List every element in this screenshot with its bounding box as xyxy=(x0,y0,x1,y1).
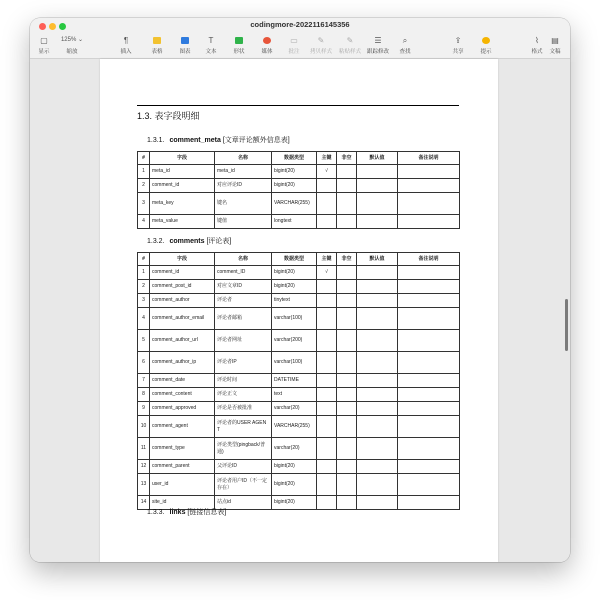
table-cell[interactable] xyxy=(398,352,460,374)
table-cell[interactable] xyxy=(357,179,398,193)
toolbar-button-label: 缩放 xyxy=(66,49,78,55)
table-cell[interactable] xyxy=(357,330,398,352)
table-cell[interactable] xyxy=(357,294,398,308)
table-cell[interactable]: 9 xyxy=(138,402,150,416)
column-header[interactable]: 非空 xyxy=(337,253,357,266)
table-cell[interactable]: comment_ID xyxy=(215,266,272,280)
toolbar-文稿-button[interactable] xyxy=(538,35,570,55)
table-cell[interactable] xyxy=(357,308,398,330)
comment-meta-table[interactable] xyxy=(137,151,460,229)
table-cell[interactable] xyxy=(398,402,460,416)
table-cell[interactable]: 1 xyxy=(138,165,150,179)
table-cell[interactable]: text xyxy=(272,388,317,402)
window-title: codingmore-2022116145356 xyxy=(250,20,350,29)
table-cell[interactable] xyxy=(317,474,337,496)
table-cell[interactable] xyxy=(357,352,398,374)
table-cell[interactable] xyxy=(398,179,460,193)
table-row[interactable] xyxy=(138,193,460,215)
subsection-name: links xyxy=(169,509,186,516)
column-header[interactable]: 默认值 xyxy=(357,253,398,266)
table-cell[interactable]: 2 xyxy=(138,280,150,294)
table-cell[interactable] xyxy=(398,193,460,215)
table-header-row xyxy=(138,253,460,266)
column-header[interactable]: 非空 xyxy=(337,152,357,165)
table-cell[interactable]: 父评论ID xyxy=(215,460,272,474)
subsection-heading-comments xyxy=(147,236,231,246)
table-cell[interactable] xyxy=(337,474,357,496)
table-cell[interactable] xyxy=(337,416,357,438)
table-row[interactable] xyxy=(138,388,460,402)
table-cell[interactable] xyxy=(357,193,398,215)
toolbar-button-label: 拷贝样式 xyxy=(309,49,332,55)
table-row[interactable] xyxy=(138,294,460,308)
table-cell[interactable]: bigint(20) xyxy=(272,266,317,280)
table-cell[interactable] xyxy=(337,388,357,402)
table-cell[interactable] xyxy=(337,330,357,352)
format-brush-icon: ⌇ xyxy=(535,36,539,45)
table-cell[interactable]: 评论正文 xyxy=(215,388,272,402)
table-cell[interactable]: 评论类型(pingback/普通) xyxy=(215,438,272,460)
table-cell[interactable]: comment_content xyxy=(150,388,215,402)
toolbar-button-label: 粘贴样式 xyxy=(338,49,361,55)
subsection-number: 1.3.3. xyxy=(147,509,165,516)
table-cell[interactable]: 评论是否被批准 xyxy=(215,402,272,416)
table-cell[interactable]: 11 xyxy=(138,438,150,460)
subsection-heading-links xyxy=(147,507,226,517)
table-cell[interactable] xyxy=(398,374,460,388)
table-cell[interactable]: 评论者邮箱 xyxy=(215,308,272,330)
table-cell[interactable]: comment_author_ip xyxy=(150,352,215,374)
table-cell[interactable] xyxy=(317,374,337,388)
table-cell[interactable]: tinytext xyxy=(272,294,317,308)
table-row[interactable] xyxy=(138,165,460,179)
table-row[interactable] xyxy=(138,266,460,280)
zoom-value: 125% ⌄ xyxy=(60,37,84,43)
table-cell[interactable] xyxy=(398,215,460,229)
table-cell[interactable] xyxy=(357,280,398,294)
table-cell[interactable]: 评论者用户ID（不一定存在） xyxy=(215,474,272,496)
column-header[interactable]: 主键 xyxy=(317,152,337,165)
table-row[interactable] xyxy=(138,352,460,374)
text-icon: T xyxy=(208,36,214,45)
table-cell[interactable]: comment_id xyxy=(150,179,215,193)
table-cell[interactable] xyxy=(337,496,357,510)
table-row[interactable] xyxy=(138,416,460,438)
table-cell[interactable] xyxy=(357,388,398,402)
table-cell[interactable] xyxy=(357,215,398,229)
toolbar-button-label: 查找 xyxy=(399,49,411,55)
toolbar-button-label: 形状 xyxy=(233,49,245,55)
table-cell[interactable]: 对应评论ID xyxy=(215,179,272,193)
table-cell[interactable]: 5 xyxy=(138,330,150,352)
toolbar-插入-button[interactable] xyxy=(109,35,143,55)
table-cell[interactable] xyxy=(357,266,398,280)
table-cell[interactable]: bigint(20) xyxy=(272,179,317,193)
subsection-name: comments xyxy=(169,238,205,245)
table-row[interactable] xyxy=(138,474,460,496)
toolbar-查找-button[interactable] xyxy=(388,35,422,55)
table-row[interactable] xyxy=(138,330,460,352)
table-cell[interactable] xyxy=(357,402,398,416)
table-cell[interactable]: comment_agent xyxy=(150,416,215,438)
toolbar-button-label: 表格 xyxy=(151,49,163,55)
table-cell[interactable] xyxy=(337,308,357,330)
table-cell[interactable] xyxy=(337,294,357,308)
toolbar-提示-button[interactable] xyxy=(469,35,503,55)
document-page[interactable] xyxy=(100,59,498,562)
table-cell[interactable] xyxy=(357,416,398,438)
toolbar-button-label: 文本 xyxy=(205,49,217,55)
column-header[interactable]: 备注说明 xyxy=(398,152,460,165)
table-cell[interactable]: 7 xyxy=(138,374,150,388)
table-cell[interactable]: 对应文章ID xyxy=(215,280,272,294)
column-header[interactable]: 备注说明 xyxy=(398,253,460,266)
column-header[interactable]: # xyxy=(138,152,150,165)
table-cell[interactable]: 2 xyxy=(138,179,150,193)
table-cell[interactable] xyxy=(337,280,357,294)
toolbar-button-label: 共享 xyxy=(452,49,464,55)
table-cell[interactable]: 6 xyxy=(138,352,150,374)
subsection-number: 1.3.1. xyxy=(147,137,165,144)
table-cell[interactable]: VARCHAR(255) xyxy=(272,416,317,438)
table-cell[interactable] xyxy=(398,266,460,280)
table-cell[interactable] xyxy=(337,215,357,229)
table-cell[interactable] xyxy=(398,496,460,510)
table-cell[interactable] xyxy=(398,388,460,402)
table-cell[interactable] xyxy=(337,438,357,460)
brush-paste-icon: ✎ xyxy=(346,36,354,45)
table-cell[interactable] xyxy=(398,474,460,496)
column-header[interactable]: 默认值 xyxy=(357,152,398,165)
table-cell[interactable] xyxy=(398,416,460,438)
table-cell[interactable]: site_id xyxy=(150,496,215,510)
table-cell[interactable]: bigint(20) xyxy=(272,165,317,179)
table-cell[interactable] xyxy=(337,460,357,474)
table-cell[interactable] xyxy=(357,374,398,388)
table-cell[interactable] xyxy=(357,460,398,474)
document-icon: ▤ xyxy=(551,36,559,45)
table-cell[interactable] xyxy=(317,388,337,402)
table-cell[interactable]: comment_post_id xyxy=(150,280,215,294)
subsection-desc: [文章评论额外信息表] xyxy=(222,137,290,144)
table-row[interactable] xyxy=(138,215,460,229)
subsection-desc: [评论表] xyxy=(206,238,232,245)
table-cell[interactable]: VARCHAR(255) xyxy=(272,193,317,215)
comment-icon: ▭ xyxy=(290,36,298,45)
table-cell[interactable]: 评论者 xyxy=(215,294,272,308)
toolbar-button-label: 插入 xyxy=(120,49,132,55)
table-cell[interactable]: varchar(20) xyxy=(272,438,317,460)
table-cell[interactable]: meta_id xyxy=(150,165,215,179)
table-cell[interactable]: comment_approved xyxy=(150,402,215,416)
table-cell[interactable] xyxy=(337,179,357,193)
table-cell[interactable]: bigint(20) xyxy=(272,280,317,294)
table-cell[interactable]: 站点id xyxy=(215,496,272,510)
table-cell[interactable]: varchar(200) xyxy=(272,330,317,352)
toolbar-button-label: 显示 xyxy=(38,49,50,55)
table-cell[interactable]: bigint(20) xyxy=(272,474,317,496)
toolbar-button-label: 跟踪修改 xyxy=(366,49,389,55)
table-cell[interactable]: 键值 xyxy=(215,215,272,229)
table-cell[interactable] xyxy=(337,352,357,374)
sidebar-icon: ▢ xyxy=(40,36,48,45)
table-cell[interactable] xyxy=(317,215,337,229)
table-cell[interactable]: user_id xyxy=(150,474,215,496)
table-cell[interactable]: comment_date xyxy=(150,374,215,388)
table-cell[interactable] xyxy=(398,165,460,179)
table-cell[interactable]: comment_author_email xyxy=(150,308,215,330)
table-cell[interactable]: 评论者IP xyxy=(215,352,272,374)
track-changes-icon: ☰ xyxy=(374,36,382,45)
column-header[interactable]: 字段 xyxy=(150,152,215,165)
share-icon: ⇪ xyxy=(454,36,462,45)
table-cell[interactable] xyxy=(317,179,337,193)
document-canvas[interactable] xyxy=(30,59,570,562)
table-cell[interactable]: 13 xyxy=(138,474,150,496)
pages-window xyxy=(30,18,570,562)
toolbar xyxy=(30,18,570,59)
toolbar-button-label: 媒体 xyxy=(261,49,273,55)
table-cell[interactable]: varchar(100) xyxy=(272,352,317,374)
column-header[interactable]: 数据类型 xyxy=(272,152,317,165)
table-cell[interactable] xyxy=(317,496,337,510)
table-cell[interactable] xyxy=(398,308,460,330)
column-header[interactable]: 名称 xyxy=(215,253,272,266)
table-cell[interactable] xyxy=(337,374,357,388)
table-cell[interactable] xyxy=(317,416,337,438)
table-cell[interactable] xyxy=(317,438,337,460)
table-cell[interactable]: 1 xyxy=(138,266,150,280)
column-header[interactable]: 主键 xyxy=(317,253,337,266)
table-cell[interactable]: meta_key xyxy=(150,193,215,215)
table-cell[interactable]: 3 xyxy=(138,193,150,215)
table-cell[interactable]: 3 xyxy=(138,294,150,308)
table-cell[interactable] xyxy=(398,460,460,474)
comments-table[interactable] xyxy=(137,252,460,510)
table-row[interactable] xyxy=(138,308,460,330)
table-cell[interactable] xyxy=(357,165,398,179)
table-cell[interactable]: comment_author xyxy=(150,294,215,308)
table-cell[interactable]: varchar(20) xyxy=(272,402,317,416)
table-cell[interactable]: 8 xyxy=(138,388,150,402)
toolbar-button-label: 提示 xyxy=(480,49,492,55)
table-cell[interactable] xyxy=(357,438,398,460)
column-header[interactable]: 名称 xyxy=(215,152,272,165)
table-cell[interactable] xyxy=(398,330,460,352)
table-cell[interactable] xyxy=(337,165,357,179)
subsection-heading-comment-meta xyxy=(147,135,290,145)
tips-icon xyxy=(469,35,503,46)
table-cell[interactable]: 评论者的USER AGENT xyxy=(215,416,272,438)
table-row[interactable] xyxy=(138,402,460,416)
table-cell[interactable]: 14 xyxy=(138,496,150,510)
table-header-row xyxy=(138,152,460,165)
table-cell[interactable]: 评论时间 xyxy=(215,374,272,388)
subsection-number: 1.3.2. xyxy=(147,238,165,245)
table-cell[interactable] xyxy=(317,193,337,215)
table-cell[interactable]: varchar(100) xyxy=(272,308,317,330)
table-cell[interactable] xyxy=(357,474,398,496)
table-cell[interactable] xyxy=(317,352,337,374)
table-cell[interactable] xyxy=(398,294,460,308)
subsection-desc: [链接信息表] xyxy=(187,509,227,516)
table-row[interactable] xyxy=(138,280,460,294)
table-cell[interactable]: bigint(20) xyxy=(272,460,317,474)
table-cell[interactable]: √ xyxy=(317,266,337,280)
table-cell[interactable] xyxy=(398,280,460,294)
table-cell[interactable]: comment_id xyxy=(150,266,215,280)
table-cell[interactable] xyxy=(337,402,357,416)
search-icon: ⌕ xyxy=(402,36,408,45)
table-cell[interactable]: DATETIME xyxy=(272,374,317,388)
table-cell[interactable]: 12 xyxy=(138,460,150,474)
table-row[interactable] xyxy=(138,460,460,474)
subsection-name: comment_meta xyxy=(169,137,221,144)
table-cell[interactable]: 评论者网址 xyxy=(215,330,272,352)
table-cell[interactable] xyxy=(398,438,460,460)
paragraph-icon: ¶ xyxy=(123,36,129,45)
table-cell[interactable]: meta_id xyxy=(215,165,272,179)
table-cell[interactable] xyxy=(357,496,398,510)
vertical-scrollbar[interactable] xyxy=(565,299,568,351)
table-cell[interactable]: 10 xyxy=(138,416,150,438)
table-row[interactable] xyxy=(138,438,460,460)
section-heading: 1.3. 表字段明细 xyxy=(137,105,459,122)
table-cell[interactable] xyxy=(317,330,337,352)
table-row[interactable] xyxy=(138,179,460,193)
toolbar-button-label: 图表 xyxy=(179,49,191,55)
table-cell[interactable] xyxy=(337,193,357,215)
table-cell[interactable] xyxy=(317,460,337,474)
table-cell[interactable]: meta_value xyxy=(150,215,215,229)
toolbar-button-label: 文稿 xyxy=(549,49,561,55)
table-cell[interactable] xyxy=(317,308,337,330)
table-row[interactable] xyxy=(138,374,460,388)
column-header[interactable]: 字段 xyxy=(150,253,215,266)
table-cell[interactable]: comment_type xyxy=(150,438,215,460)
table-cell[interactable]: bigint(20) xyxy=(272,496,317,510)
table-cell[interactable]: comment_author_url xyxy=(150,330,215,352)
table-cell[interactable]: comment_parent xyxy=(150,460,215,474)
toolbar-button-label: 格式 xyxy=(531,49,543,55)
table-cell[interactable]: 4 xyxy=(138,215,150,229)
toolbar-缩放-button[interactable] xyxy=(55,35,89,55)
table-cell[interactable]: √ xyxy=(317,165,337,179)
table-cell[interactable]: 键名 xyxy=(215,193,272,215)
table-cell[interactable]: longtext xyxy=(272,215,317,229)
toolbar-button-label: 批注 xyxy=(288,49,300,55)
table-cell[interactable] xyxy=(317,294,337,308)
column-header[interactable]: # xyxy=(138,253,150,266)
table-cell[interactable]: 4 xyxy=(138,308,150,330)
table-cell[interactable] xyxy=(337,266,357,280)
table-cell[interactable] xyxy=(317,280,337,294)
column-header[interactable]: 数据类型 xyxy=(272,253,317,266)
table-cell[interactable] xyxy=(317,402,337,416)
brush-icon: ✎ xyxy=(317,36,325,45)
